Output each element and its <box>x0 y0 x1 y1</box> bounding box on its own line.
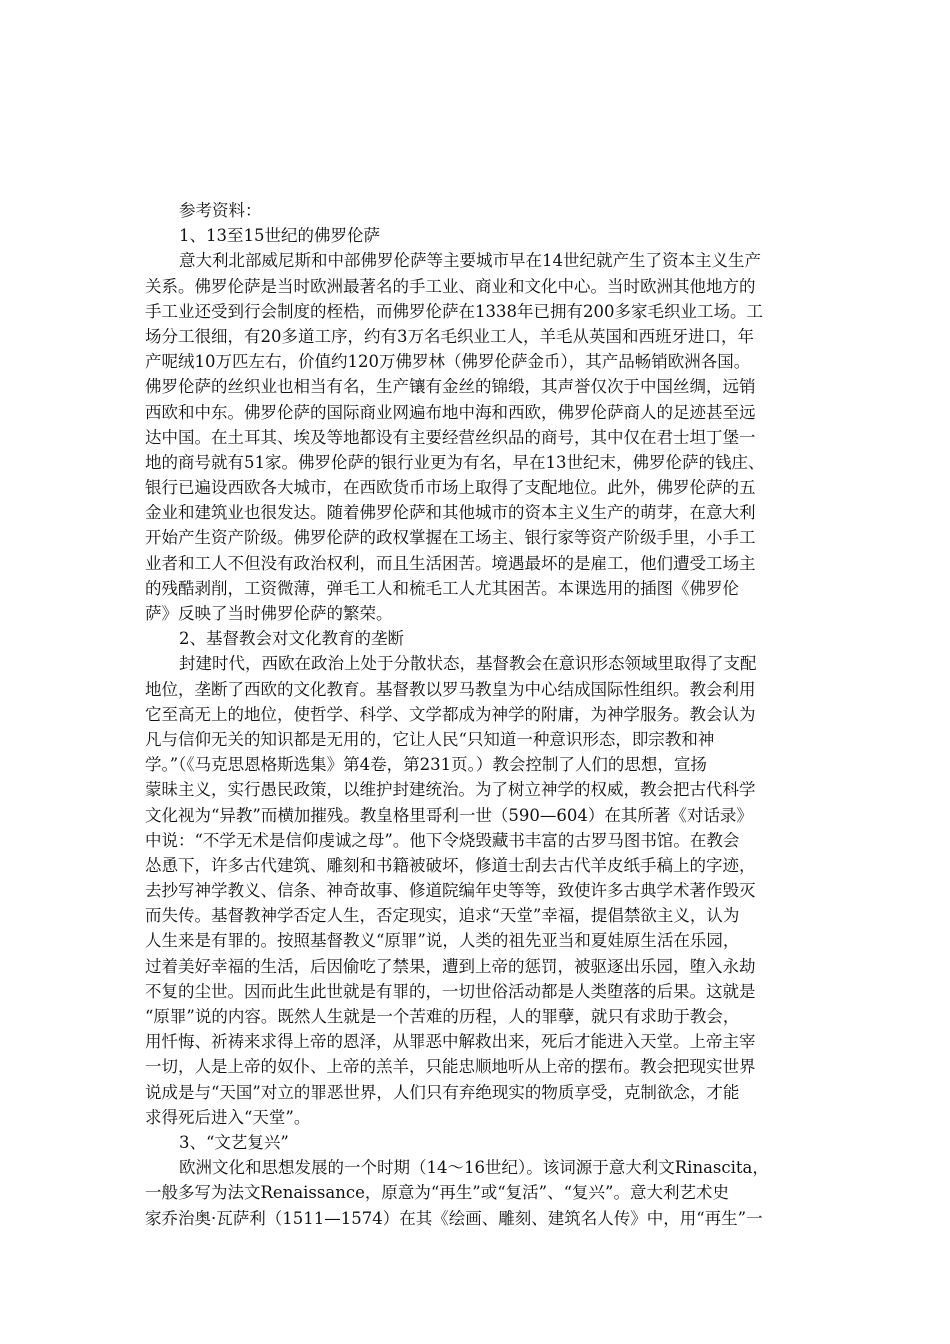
text-line: 封建时代，西欧在政治上处于分散状态，基督教会在意识形态领域里取得了支配 <box>179 654 757 674</box>
text-line: 怂恿下，许多古代建筑、雕刻和书籍被破坏，修道士刮去古代羊皮纸手稿上的字迹， <box>145 855 756 875</box>
text-line: 3、“文艺复兴” <box>179 1132 289 1152</box>
text-line: 西欧和中东。佛罗伦萨的国际商业网遍布地中海和西欧，佛罗伦萨商人的足迹甚至远 <box>145 402 756 422</box>
text-line: 一般多写为法文Renaissance，原意为“再生”或“复活”、“复兴”。意大利艺术史 <box>145 1183 729 1203</box>
text-line: 开始产生资产阶级。佛罗伦萨的政权掌握在工场主、银行家等资产阶级手里，小手工 <box>145 528 756 548</box>
text-line: 中说：“不学无术是信仰虔诚之母”。他下令烧毁藏书丰富的古罗马图书馆。在教会 <box>145 830 740 850</box>
text-line: 关系。佛罗伦萨是当时欧洲最著名的手工业、商业和文化中心。当时欧洲其他地方的 <box>145 276 756 296</box>
text-line: 说成是与“天国”对立的罪恶世界，人们只有弃绝现实的物质享受，克制欲念，才能 <box>145 1082 740 1102</box>
text-line: 蒙昧主义，实行愚民政策，以维护封建统治。为了树立神学的权威，教会把古代科学 <box>145 780 756 800</box>
text-line: 1、13至15世纪的佛罗伦萨 <box>179 226 380 246</box>
text-line: 佛罗伦萨的丝织业也相当有名，生产镶有金丝的锦缎，其声誉仅次于中国丝绸，远销 <box>145 377 756 397</box>
text-line: 2、基督教会对文化教育的垄断 <box>179 629 404 649</box>
text-line: 参考资料： <box>179 201 262 220</box>
text-line: 不复的尘世。因而此生此世就是有罪的，一切世俗活动都是人类堕落的后果。这就是 <box>145 981 756 1001</box>
text-line: 意大利北部威尼斯和中部佛罗伦萨等主要城市早在14世纪就产生了资本主义生产 <box>179 251 761 271</box>
text-line: 的残酷剥削，工资微薄，弹毛工人和梳毛工人尤其困苦。本课选用的插图《佛罗伦 <box>145 578 739 598</box>
text-line: 学。”（《马克思恩格斯选集》第4卷，第231页。）教会控制了人们的思想，宣扬 <box>145 755 707 775</box>
document-body <box>145 198 815 1231</box>
text-line: 人生来是有罪的。按照基督教义“原罪”说，人类的祖先亚当和夏娃原生活在乐园， <box>145 931 740 951</box>
text-line: “原罪”说的内容。既然人生就是一个苦难的历程，人的罪孽，就只有求助于教会， <box>145 1007 740 1026</box>
text-line: 用忏悔、祈祷来求得上帝的恩泽，从罪恶中解救出来，死后才能进入天堂。上帝主宰 <box>145 1032 756 1052</box>
text-line: 手工业还受到行会制度的桎梏，而佛罗伦萨在1338年已拥有200多家毛织业工场。工 <box>145 301 763 321</box>
text-line: 而失传。基督教神学否定人生，否定现实，追求“天堂”幸福，提倡禁欲主义，认为 <box>145 906 740 926</box>
text-line: 地的商号就有51家。佛罗伦萨的银行业更为有名，早在13世纪末，佛罗伦萨的钱庄、 <box>145 452 765 472</box>
text-line: 地位，垄断了西欧的文化教育。基督教以罗马教皇为中心结成国际性组织。教会利用 <box>145 679 756 699</box>
text-line: 去抄写神学教义、信条、神奇故事、修道院编年史等等，致使许多古典学术著作毁灭 <box>145 881 756 901</box>
text-line: 家乔治奥·瓦萨利（1511—1574）在其《绘画、雕刻、建筑名人传》中，用“再生”一 <box>145 1208 763 1228</box>
text-line: 文化视为“异教”而横加摧残。教皇格里哥利一世（590—604）在其所著《对话录》 <box>145 805 753 825</box>
text-line: 凡与信仰无关的知识都是无用的，它让人民“只知道一种意识形态，即宗教和神 <box>145 729 715 749</box>
text-line: 萨》反映了当时佛罗伦萨的繁荣。 <box>145 604 393 623</box>
text-line: 一切，人是上帝的奴仆、上帝的羔羊，只能忠顺地听从上帝的摆布。教会把现实世界 <box>145 1057 756 1077</box>
text-line: 过着美好幸福的生活，后因偷吃了禁果，遭到上帝的惩罚，被驱逐出乐园，堕入永劫 <box>145 956 756 976</box>
text-line: 求得死后进入“天堂”。 <box>145 1107 311 1127</box>
text-line: 银行已遍设西欧各大城市，在西欧货币市场上取得了支配地位。此外，佛罗伦萨的五 <box>145 478 756 498</box>
text-line: 欧洲文化和思想发展的一个时期（14～16世纪）。该词源于意大利文Rinascita， <box>179 1158 769 1178</box>
text-line: 业者和工人不但没有政治权利，而且生活困苦。境遇最坏的是雇工，他们遭受工场主 <box>145 553 756 573</box>
text-line: 场分工很细，有20多道工序，约有3万名毛织业工人，羊毛从英国和西班牙进口，年 <box>145 326 754 346</box>
text-line: 金业和建筑业也很发达。随着佛罗伦萨和其他城市的资本主义生产的萌芽，在意大利 <box>145 503 756 523</box>
text-line: 它至高无上的地位，使哲学、科学、文学都成为神学的附庸，为神学服务。教会认为 <box>145 704 756 724</box>
text-line: 产呢绒10万匹左右，价值约120万佛罗林（佛罗伦萨金币），其产品畅销欧洲各国。 <box>145 352 751 372</box>
text-line: 达中国。在土耳其、埃及等地都设有主要经营丝织品的商号，其中仅在君士坦丁堡一 <box>145 427 756 447</box>
